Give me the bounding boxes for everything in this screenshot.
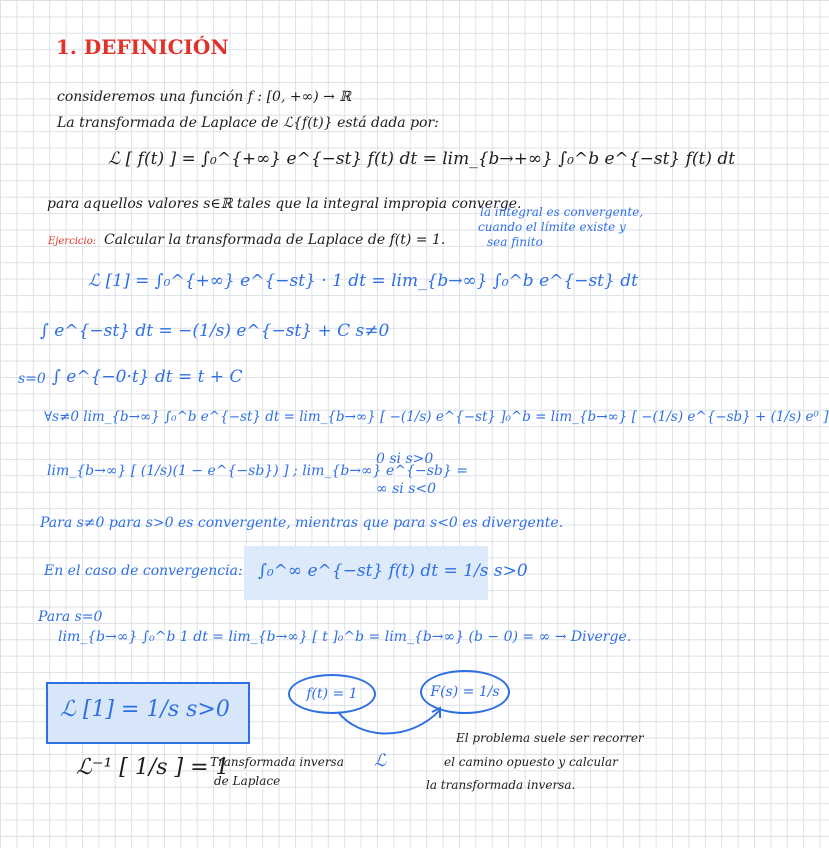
exercise-equation-1: ℒ [1] = ∫₀^{+∞} e^{−st} · 1 dt = lim_{b→∞} ∫₀^b e^{−st} dt — [88, 271, 638, 291]
exercise-equation-2: ∫ e^{−st} dt = −(1/s) e^{−st} + C s≠0 — [40, 321, 390, 341]
definition-line-1: consideremos una función f : [0, +∞) → ℝ — [57, 89, 351, 105]
page-title: 1. DEFINICIÓN — [56, 35, 229, 59]
laplace-definition-formula: ℒ [ f(t) ] = ∫₀^{+∞} e^{−st} f(t) dt = lim_{b→+∞} ∫₀^b e^{−st} f(t) dt — [108, 149, 736, 169]
piecewise-case-1: 0 si s>0 — [376, 451, 434, 467]
note-line-2: cuando el límite existe y — [478, 220, 626, 234]
inverse-description-2: de Laplace — [214, 774, 281, 788]
note-line-1: la integral es convergente, — [480, 205, 644, 219]
result-formula: ℒ [1] = 1/s s>0 — [60, 697, 230, 722]
definition-line-4: para aquellos valores s∈ℝ tales que la integral impropia converge. — [47, 196, 522, 212]
problem-note-1: El problema suele ser recorrer — [456, 731, 644, 745]
case-s-zero-heading: Para s=0 — [38, 609, 103, 625]
convergence-statement: Para s≠0 para s>0 es convergente, mientras que para s<0 es divergente. — [40, 515, 564, 531]
exercise-equation-5: lim_{b→∞} [ (1/s)(1 − e^{−sb}) ] ; lim_{b→∞} e^{−sb} = — [47, 463, 468, 479]
convergence-result: ∫₀^∞ e^{−st} f(t) dt = 1/s s>0 — [258, 561, 528, 581]
inverse-formula: ℒ⁻¹ [ 1/s ] = 1 — [76, 755, 230, 780]
piecewise-case-2: ∞ si s<0 — [376, 481, 437, 497]
case-s-zero-label: s=0 — [18, 371, 46, 387]
definition-line-2: La transformada de Laplace de ℒ{f(t)} está dada por: — [57, 115, 439, 131]
exercise-text: Calcular la transformada de Laplace de f(t) = 1. — [104, 232, 446, 248]
arrow-label: ℒ — [374, 751, 387, 771]
problem-note-3: la transformada inversa. — [426, 778, 576, 792]
exercise-equation-4: ∀s≠0 lim_{b→∞} ∫₀^b e^{−st} dt = lim_{b→∞} [ −(1/s) e^{−st} ]₀^b = lim_{b→∞} [ −(1/s) e^{−sb} + (1/s) e⁰ ] — [44, 409, 829, 425]
time-domain-oval: f(t) = 1 — [288, 674, 376, 714]
note-line-3: sea finito — [487, 235, 543, 249]
problem-note-2: el camino opuesto y calcular — [444, 755, 618, 769]
inverse-description-1: Transformada inversa — [210, 755, 344, 769]
divergence-equation: lim_{b→∞} ∫₀^b 1 dt = lim_{b→∞} [ t ]₀^b = lim_{b→∞} (b − 0) = ∞ → Diverge. — [58, 629, 632, 645]
convergence-case-label: En el caso de convergencia: — [44, 563, 243, 579]
exercise-label: Ejercicio: — [48, 236, 97, 247]
s-domain-oval: F(s) = 1/s — [420, 670, 510, 714]
exercise-equation-3: ∫ e^{−0·t} dt = t + C — [52, 367, 243, 387]
